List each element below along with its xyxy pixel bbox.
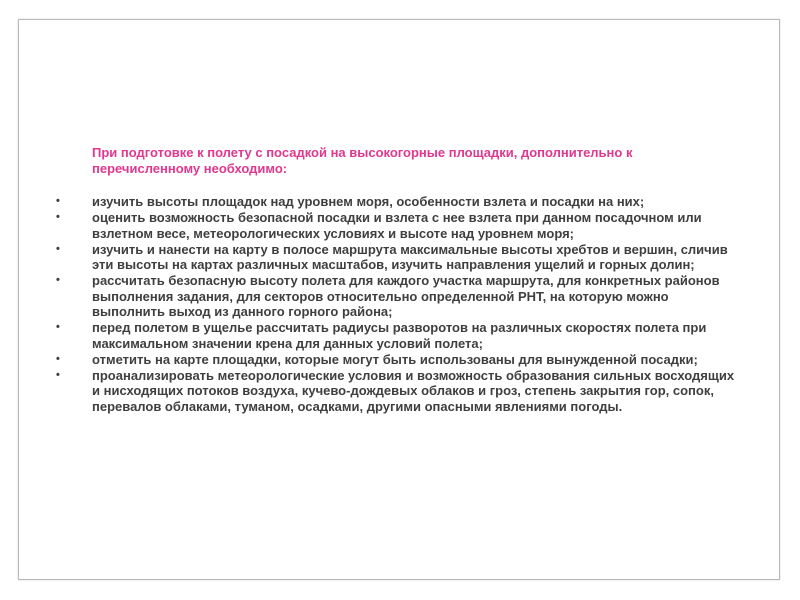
bullet-icon: • xyxy=(56,321,60,334)
list-item xyxy=(54,273,744,320)
list-item-text: проанализировать метеорологические условия и возможность образования сильных восходящих и нисходящих потоков воздуха, кучево-дождевых облаков и гроз, степень закрытия гор, сопок, перевалов облаками, туманом, осадками, другими опасными явлениями погоды. xyxy=(92,367,735,415)
list-item xyxy=(54,368,744,415)
bullet-icon: • xyxy=(56,242,60,255)
bullet-icon: • xyxy=(56,210,60,223)
list-item xyxy=(54,242,744,273)
list-item xyxy=(54,352,744,368)
bullet-icon: • xyxy=(56,352,60,365)
list-item-text: изучить и нанести на карту в полосе маршрута максимальные высоты хребтов и вершин, сличив эти высоты на картах различных масштабов, изучить направления ущелий и горных долин; xyxy=(92,241,728,273)
list-item xyxy=(54,194,744,210)
bullet-list xyxy=(54,194,744,415)
list-item-text: изучить высоты площадок над уровнем моря, особенности взлета и посадки на них; xyxy=(92,194,645,209)
list-item-text: отметить на карте площадки, которые могут быть использованы для вынужденной посадки; xyxy=(92,351,698,367)
list-item-text: перед полетом в ущелье рассчитать радиусы разворотов на различных скоростях полета при максимальном значении крена для данных условий полета; xyxy=(92,320,707,351)
list-item-text: оценить возможность безопасной посадки и взлета с нее взлета при данном посадочном или взлетном весе, метеорологических условиях и высоте над уровнем моря; xyxy=(92,209,702,241)
bullet-icon: • xyxy=(56,274,60,287)
list-item xyxy=(54,210,744,241)
list-item xyxy=(54,320,744,351)
bullet-icon: • xyxy=(56,195,60,207)
list-item-text: рассчитать безопасную высоту полета для каждого участка маршрута, для конкретных районов выполнения задания, для секторов относительно определенной РНТ, на которую можно выполнить выход из данного горного района; xyxy=(92,273,720,320)
bullet-icon: • xyxy=(56,368,60,381)
slide-heading: При подготовке к полету с посадкой на высокогорные площадки, дополнительно к перечисленному необходимо: xyxy=(92,145,633,176)
